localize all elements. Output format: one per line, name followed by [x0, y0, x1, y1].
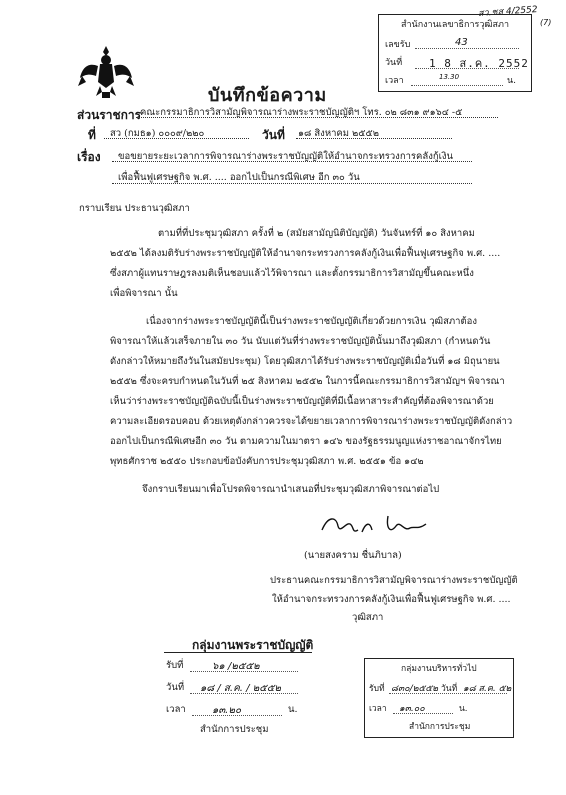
ref-label: ที่ [88, 128, 96, 142]
bill-group-stamp-title: กลุ่มงานพระราชบัญญัติ [192, 638, 314, 652]
receive-stamp-date: 1 8 ส.ค. 2552 [429, 57, 529, 70]
para2-line: ดังกล่าวให้หมายถึงวันในสมัยประชุม) โดยวุฒิสภาได้รับร่างพระราชบัญญัติเมื่อวันที่ ๑๘ มิถุนายน [110, 356, 500, 367]
signature-name: (นายสงคราม ชื่นภิบาล) [304, 550, 402, 561]
receive-stamp-number-label: เลขรับ [385, 40, 411, 50]
bill-group-time-label: เวลา [166, 704, 186, 715]
date-value: ๑๘ สิงหาคม ๒๕๕๒ [298, 128, 379, 139]
general-stamp-footer: สำนักการประชุม [409, 722, 471, 732]
garuda-emblem-icon [76, 42, 136, 102]
general-stamp-date-value: ๑๘ ส.ค. ๕๒ [463, 684, 512, 694]
bill-group-date-label: วันที่ [166, 682, 185, 693]
bill-group-rcv-label: รับที่ [166, 660, 184, 671]
receive-stamp-time-label: เวลา [385, 76, 404, 86]
para1-line: ซึ่งสภาผู้แทนราษฎรลงมติเห็นชอบแล้วไว้พิจารณา และตั้งกรรมาธิการวิสามัญขึ้นคณะหนึ่ง [110, 268, 474, 279]
signature-position-3: วุฒิสภา [352, 612, 384, 623]
general-stamp-title: กลุ่มงานบริหารทั่วไป [401, 664, 477, 674]
signature-position-2: ให้อำนาจกระทรวงการคลังกู้เงินเพื่อฟื้นฟูเศรษฐกิจ พ.ศ. .... [272, 594, 511, 605]
subject-line-2: เพื่อฟื้นฟูเศรษฐกิจ พ.ศ. .... ออกไปเป็นกรณีพิเศษ อีก ๓๐ วัน [118, 172, 360, 183]
para2-line: ออกไปเป็นกรณีพิเศษอีก ๓๐ วัน ตามความในมาตรา ๑๔๖ ของรัฐธรรมนูญแห่งราชอาณาจักรไทย [110, 436, 502, 447]
general-admin-stamp [364, 658, 514, 738]
receive-stamp-number: 43 [455, 37, 468, 48]
para2-line: ความละเอียดรอบคอบ ด้วยเหตุดังกล่าวควรจะได้ขยายเวลาการพิจารณาร่างพระราชบัญญัติดังกล่าว [110, 416, 513, 427]
para3: จึงกราบเรียนมาเพื่อโปรดพิจารณานำเสนอที่ประชุมวุฒิสภาพิจารณาต่อไป [142, 484, 440, 495]
general-stamp-rcv-value: ๘๓๐/๒๕๕๒ [391, 684, 439, 694]
general-stamp-rcv-label: รับที่ [369, 684, 385, 694]
general-stamp-time-suffix: น. [459, 704, 468, 714]
ref-value: สว (กมธ๑) ๐๐๐๙/๒๒๐ [110, 128, 205, 139]
receive-stamp-time: 13.30 [439, 73, 460, 81]
signature-position-1: ประธานคณะกรรมาธิการวิสามัญพิจารณาร่างพระราชบัญญัติ [270, 575, 518, 586]
para2-line: พิจารณาให้แล้วเสร็จภายใน ๓๐ วัน นับแต่วันที่ร่างพระราชบัญญัตินั้นมาถึงวุฒิสภา (กำหนดวัน [110, 336, 491, 347]
para2-line: เนื่องจากร่างพระราชบัญญัตินี้เป็นร่างพระราชบัญญัติเกี่ยวด้วยการเงิน วุฒิสภาต้อง [146, 316, 478, 327]
agency-label: ส่วนราชการ [77, 108, 142, 122]
corner-note-sub: (7) [540, 18, 552, 27]
receive-stamp-office: สำนักงานเลขาธิการวุฒิสภา [401, 20, 510, 30]
receive-stamp-time-suffix: น. [507, 76, 517, 86]
salutation: กราบเรียน ประธานวุฒิสภา [79, 203, 190, 214]
para2-line: ๒๕๕๒ ซึ่งจะครบกำหนดในวันที่ ๒๕ สิงหาคม ๒๕๕๒ ในการนี้คณะกรรมาธิการวิสามัญฯ พิจารณา [110, 376, 505, 387]
subject-label: เรื่อง [77, 150, 101, 164]
receive-stamp-date-label: วันที่ [385, 58, 403, 68]
para2-line: เห็นว่าร่างพระราชบัญญัติฉบับนี้เป็นร่างพระราชบัญญัติที่มีเนื้อหาสาระสำคัญที่ต้องพิจารณาด้วย [110, 396, 494, 407]
bill-group-rcv-value: ๖๑ /๒๕๕๒ [212, 661, 260, 672]
para1-line: ตามที่ที่ประชุมวุฒิสภา ครั้งที่ ๒ (สมัยสามัญนิติบัญญัติ) วันจันทร์ที่ ๑๐ สิงหาคม [158, 228, 475, 239]
general-stamp-time-label: เวลา [369, 704, 387, 714]
subject-line-1: ขอขยายระยะเวลาการพิจารณาร่างพระราชบัญญัติให้อำนาจกระทรวงการคลังกู้เงิน [118, 151, 453, 162]
memo-title: บันทึกข้อความ [208, 85, 327, 106]
signature-scribble [318, 508, 438, 546]
bill-group-time-suffix: น. [288, 704, 298, 715]
bill-group-date-value: ๑๘ / ส.ค. / ๒๕๕๒ [200, 683, 281, 694]
bill-group-footer: สำนักการประชุม [200, 724, 269, 735]
para1-line: เพื่อพิจารณา นั้น [110, 288, 178, 299]
date-label: วันที่ [262, 128, 285, 142]
receive-stamp [378, 14, 532, 92]
bill-group-time-value: ๑๓.๒๐ [212, 705, 242, 716]
corner-note: สว.ชส 4/2552 [477, 4, 538, 20]
para2-line: พุทธศักราช ๒๕๕๐ ประกอบข้อบังคับการประชุมวุฒิสภา พ.ศ. ๒๕๕๑ ข้อ ๑๔๒ [110, 456, 424, 467]
para1-line: ๒๕๕๒ ได้ลงมติรับร่างพระราชบัญญัติให้อำนาจกระทรวงการคลังกู้เงินเพื่อฟื้นฟูเศรษฐกิจ พ.ศ. .... [110, 248, 501, 259]
general-stamp-time-value: ๑๓.๐๐ [399, 704, 425, 714]
agency-value: คณะกรรมาธิการวิสามัญพิจารณาร่างพระราชบัญญัติฯ โทร. ๐๒ ๘๓๑ ๙๑๖๔ -๕ [140, 107, 463, 118]
general-stamp-date-label: วันที่ [441, 684, 458, 694]
